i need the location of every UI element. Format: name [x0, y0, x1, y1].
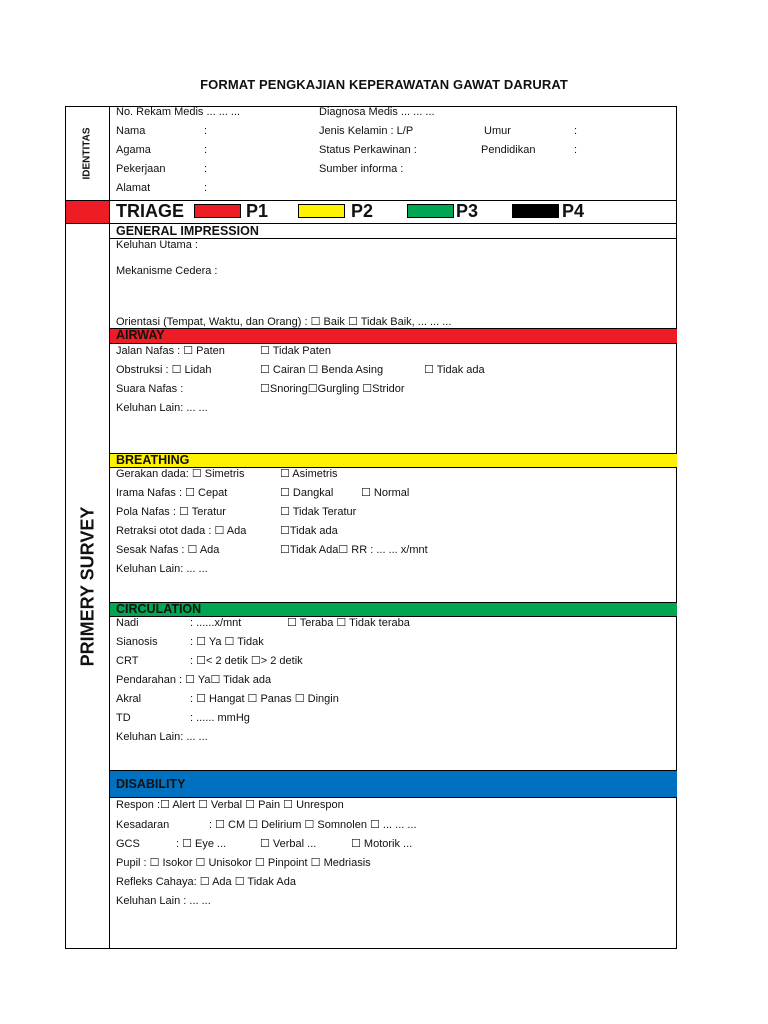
pendidikan-colon: :	[574, 144, 578, 156]
jalan-nafas[interactable]: Jalan Nafas : ☐ Paten	[116, 345, 225, 357]
left-column-divider	[109, 106, 110, 949]
pendidikan-label: Pendidikan	[481, 144, 536, 156]
akral-options[interactable]: : ☐ Hangat ☐ Panas ☐ Dingin	[190, 693, 339, 705]
breathing-header-bar	[110, 453, 677, 468]
p4-label: P4	[562, 201, 585, 221]
p1-color-box[interactable]	[194, 204, 241, 218]
p2-label: P2	[351, 201, 374, 221]
p4-color-box[interactable]	[512, 204, 559, 218]
breathing-header: BREATHING	[116, 453, 190, 467]
diagnosa-medis: Diagnosa Medis ... ... ...	[319, 106, 435, 118]
status-perkawinan: Status Perkawinan :	[319, 144, 417, 156]
jenis-kelamin: Jenis Kelamin : L/P	[319, 125, 414, 137]
gcs-eye[interactable]: : ☐ Eye ...	[176, 838, 227, 850]
gcs-motorik[interactable]: ☐ Motorik ...	[351, 838, 413, 850]
general-impression-header: GENERAL IMPRESSION	[116, 224, 259, 238]
crt-label: CRT	[116, 655, 139, 667]
pola-nafas-tidak-teratur[interactable]: ☐ Tidak Teratur	[280, 506, 357, 518]
circulation-keluhan-lain: Keluhan Lain: ... ...	[116, 731, 208, 743]
agama-label: Agama	[116, 144, 151, 156]
obstruksi[interactable]: Obstruksi : ☐ Lidah	[116, 364, 212, 376]
irama-nafas[interactable]: Irama Nafas : ☐ Cepat	[116, 487, 228, 499]
crt-options[interactable]: : ☐< 2 detik ☐> 2 detik	[190, 655, 303, 667]
td-label: TD	[116, 712, 131, 724]
sesak-nafas[interactable]: Sesak Nafas : ☐ Ada	[116, 544, 220, 556]
no-rekam-medis: No. Rekam Medis ... ... ...	[116, 106, 241, 118]
refleks-cahaya[interactable]: Refleks Cahaya: ☐ Ada ☐ Tidak Ada	[116, 876, 296, 888]
p3-label: P3	[456, 201, 479, 221]
suara-nafas: Suara Nafas :	[116, 383, 184, 395]
breathing-keluhan-lain: Keluhan Lain: ... ...	[116, 563, 208, 575]
disability-header: DISABILITY	[116, 777, 186, 791]
airway-header-bar	[110, 328, 677, 344]
pupil[interactable]: Pupil : ☐ Isokor ☐ Unisokor ☐ Pinpoint ☐ Medriasis	[116, 857, 371, 869]
kesadaran-options[interactable]: : ☐ CM ☐ Delirium ☐ Somnolen ☐ ... ... ...	[209, 819, 417, 831]
identitas-label-cell	[66, 107, 109, 200]
nama-label: Nama	[116, 125, 146, 137]
form-title: FORMAT PENGKAJIAN KEPERAWATAN GAWAT DARURAT	[200, 77, 568, 92]
primary-survey-label: PRIMERY SURVEY	[77, 506, 97, 666]
gcs-label: GCS	[116, 838, 140, 850]
sianosis-label: Sianosis	[116, 636, 158, 648]
alamat-label: Alamat	[116, 182, 151, 194]
identitas-label: IDENTITAS	[82, 127, 94, 180]
obstruksi-tidak-ada[interactable]: ☐ Tidak ada	[424, 364, 485, 376]
td-value[interactable]: : ...... mmHg	[190, 712, 250, 724]
gerakan-dada[interactable]: Gerakan dada: ☐ Simetris	[116, 468, 245, 480]
sesak-nafas-rr[interactable]: ☐Tidak Ada☐ RR : ... ... x/mnt	[280, 544, 428, 556]
airway-keluhan-lain: Keluhan Lain: ... ...	[116, 402, 208, 414]
akral-label: Akral	[116, 693, 142, 705]
nadi-value[interactable]: : ......x/mnt	[190, 617, 242, 629]
p2-color-box[interactable]	[298, 204, 345, 218]
nadi-teraba-options[interactable]: ☐ Teraba ☐ Tidak teraba	[287, 617, 410, 629]
triage-color-marker	[66, 201, 109, 223]
agama-colon: :	[204, 144, 208, 156]
pendarahan[interactable]: Pendarahan : ☐ Ya☐ Tidak ada	[116, 674, 272, 686]
orientasi: Orientasi (Tempat, Waktu, dan Orang) : ☐ Baik ☐ Tidak Baik, ... ... ...	[116, 316, 452, 328]
respon[interactable]: Respon :☐ Alert ☐ Verbal ☐ Pain ☐ Unrespon	[116, 799, 344, 811]
retraksi-tidak-ada[interactable]: ☐Tidak ada	[280, 525, 338, 537]
irama-nafas-dangkal[interactable]: ☐ Dangkal	[280, 487, 334, 499]
nadi-label: Nadi	[116, 617, 139, 629]
pola-nafas[interactable]: Pola Nafas : ☐ Teratur	[116, 506, 226, 518]
gcs-verbal[interactable]: ☐ Verbal ...	[260, 838, 317, 850]
triage-label: TRIAGE	[116, 201, 185, 221]
circulation-header: CIRCULATION	[116, 602, 202, 616]
irama-nafas-normal[interactable]: ☐ Normal	[361, 487, 410, 499]
obstruksi-cairan-benda[interactable]: ☐ Cairan ☐ Benda Asing	[260, 364, 384, 376]
p3-color-box[interactable]	[407, 204, 454, 218]
airway-header: AIRWAY	[116, 328, 165, 342]
alamat-colon: :	[204, 182, 208, 194]
suara-nafas-options[interactable]: ☐Snoring☐Gurgling ☐Stridor	[260, 383, 405, 395]
retraksi-otot-dada[interactable]: Retraksi otot dada : ☐ Ada	[116, 525, 247, 537]
disability-header-bar	[110, 770, 677, 798]
primary-survey-cell	[66, 224, 109, 948]
keluhan-utama: Keluhan Utama :	[116, 239, 198, 251]
kesadaran-label: Kesadaran	[116, 819, 170, 831]
sumber-informasi: Sumber informa :	[319, 163, 404, 175]
nama-colon: :	[204, 125, 208, 137]
sianosis-options[interactable]: : ☐ Ya ☐ Tidak	[190, 636, 264, 648]
pekerjaan-colon: :	[204, 163, 208, 175]
jalan-nafas-tidak-paten[interactable]: ☐ Tidak Paten	[260, 345, 332, 357]
disability-keluhan-lain: Keluhan Lain : ... ...	[116, 895, 211, 907]
umur-label: Umur	[484, 125, 511, 137]
mekanisme-cedera: Mekanisme Cedera :	[116, 265, 218, 277]
gerakan-dada-asimetris[interactable]: ☐ Asimetris	[280, 468, 338, 480]
pekerjaan-label: Pekerjaan	[116, 163, 166, 175]
umur-colon: :	[574, 125, 578, 137]
p1-label: P1	[246, 201, 269, 221]
